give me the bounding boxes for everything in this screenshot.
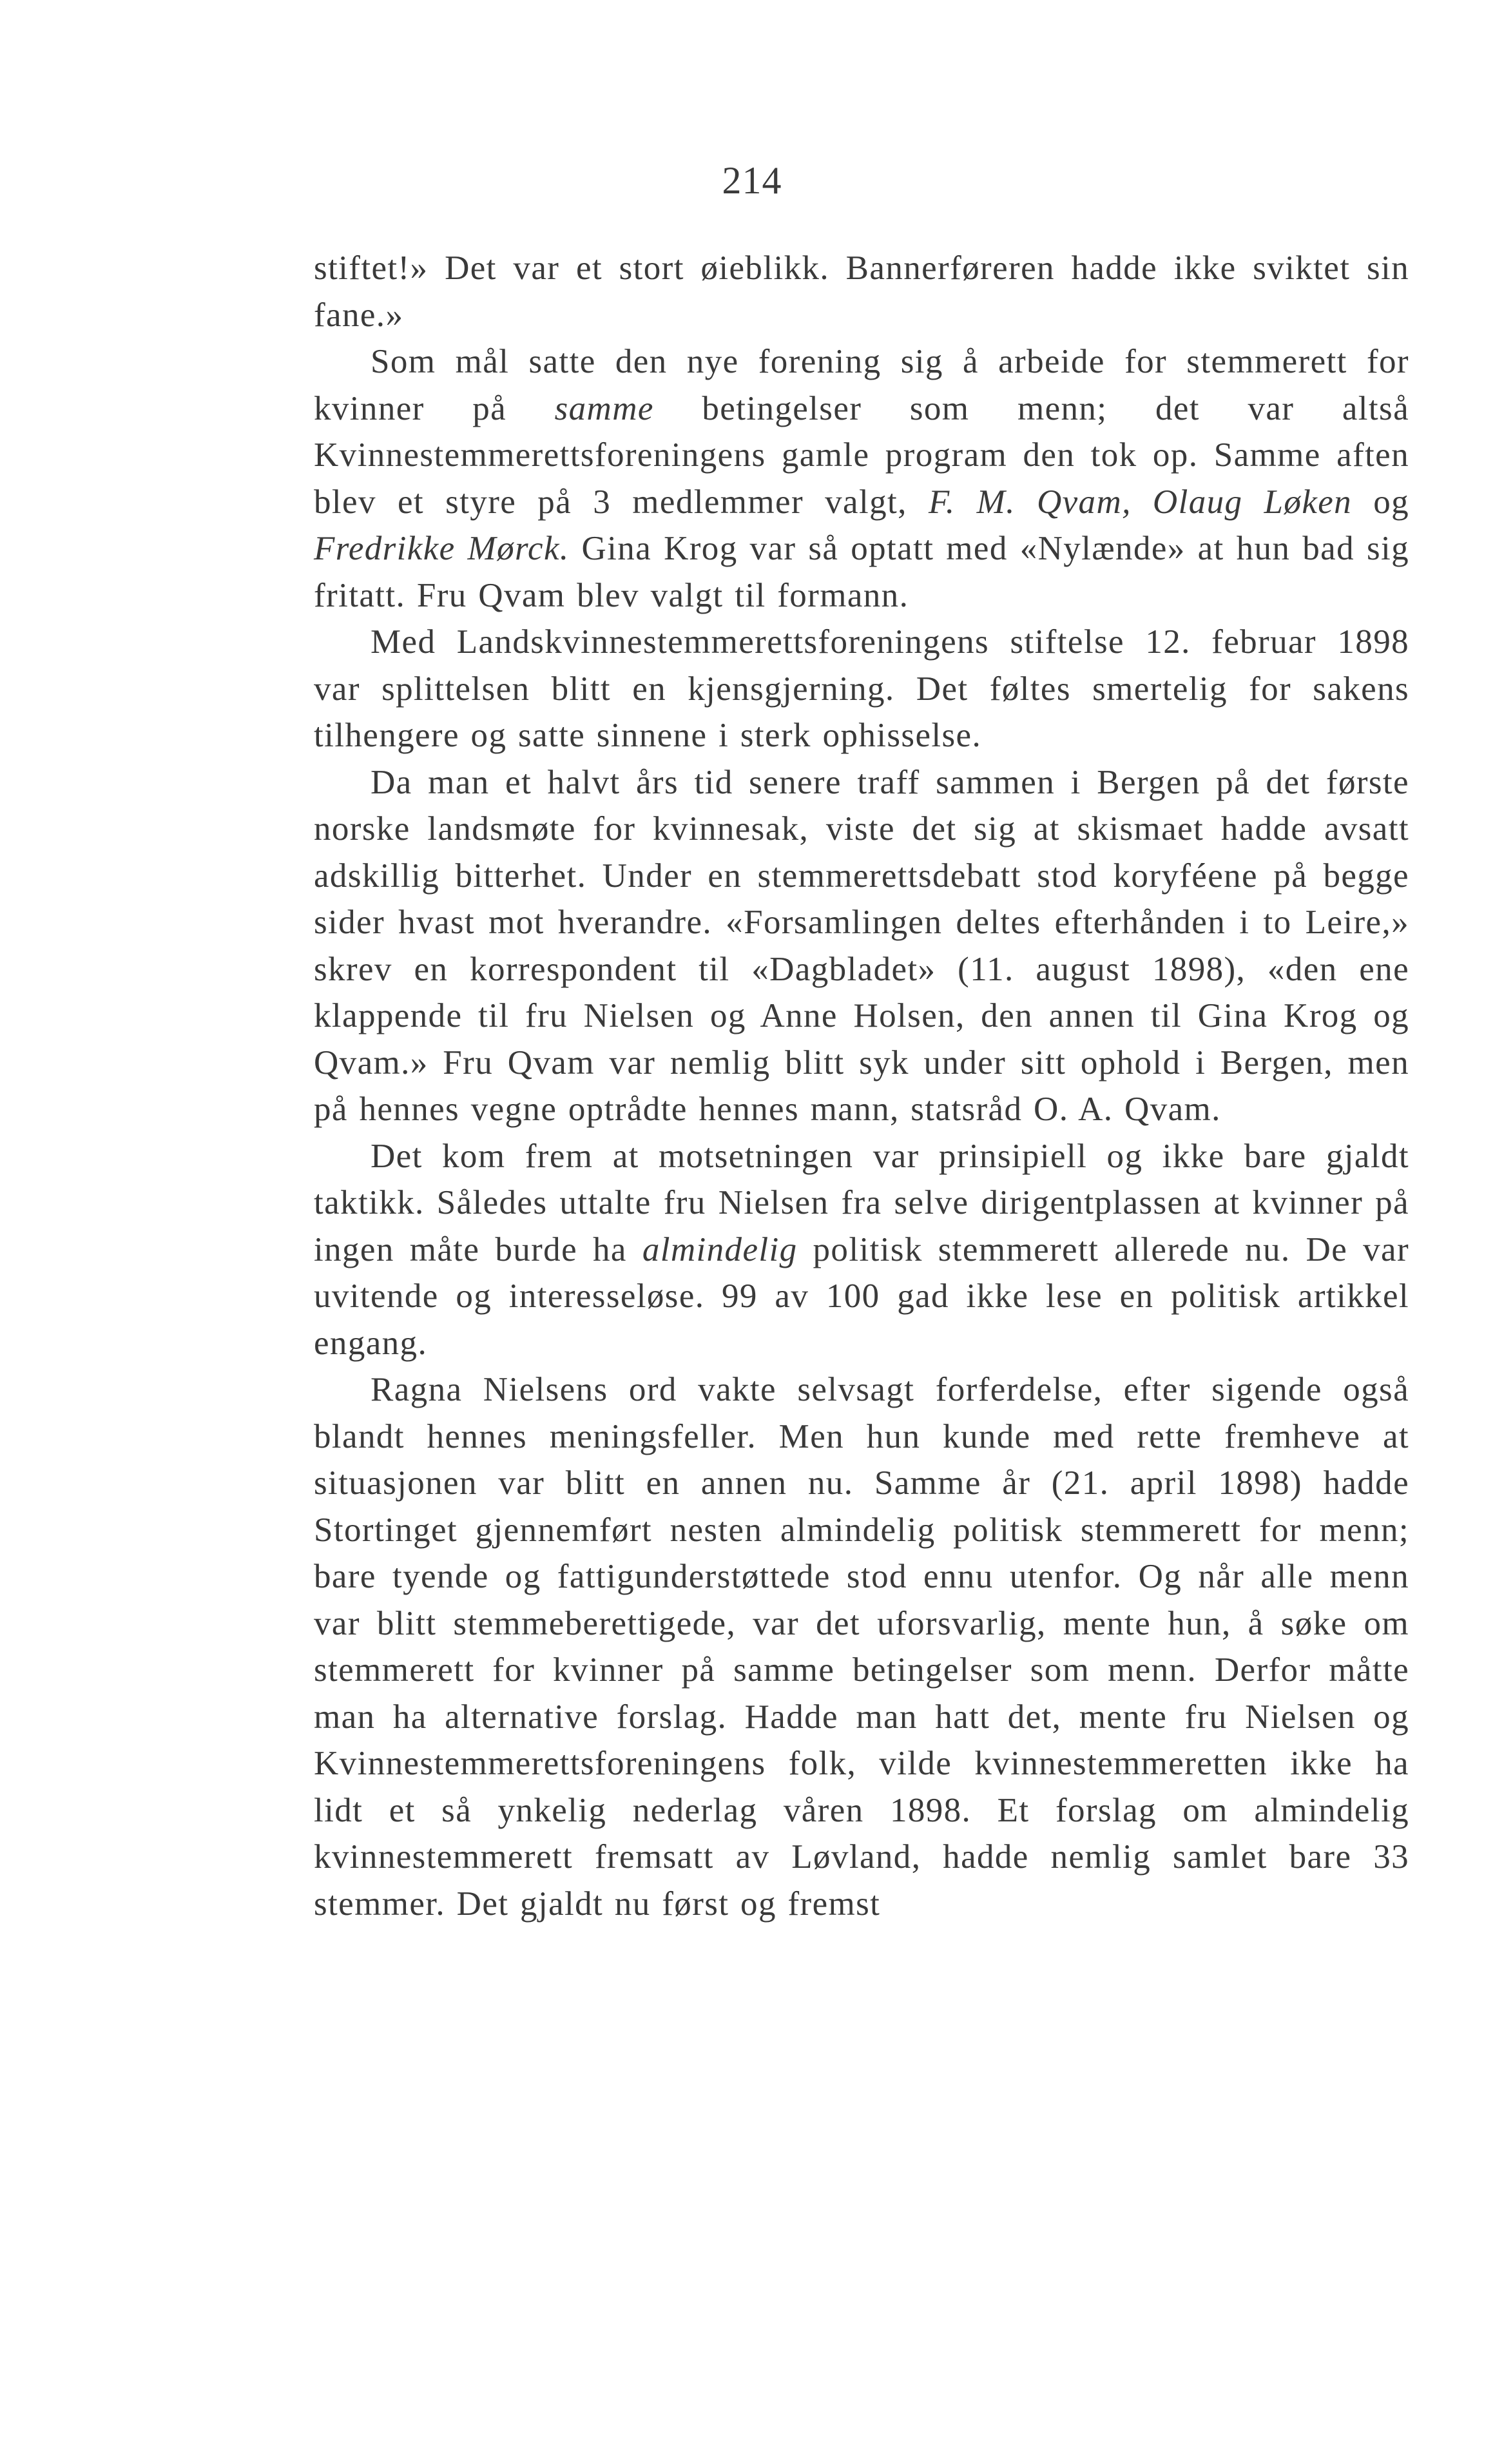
paragraph xyxy=(314,1366,1409,1927)
text-run: stiftet!» Det var et stort øieblikk. Bannerføreren hadde ikke sviktet sin fane.» xyxy=(314,249,1409,334)
page-number: 214 xyxy=(722,159,782,202)
text-run: betingelser som menn; det var altså Kvinnestemmerettsforeningens gamle program den tok op. Samme aften blev et styre på 3 medlemmer valgt, xyxy=(314,389,1409,521)
italic-text: almindelig xyxy=(642,1230,798,1268)
paragraph xyxy=(314,245,1409,338)
text-run: Ragna Nielsens ord vakte selvsagt forferdelse, efter sigende også blandt hennes meningsfeller. Men hun kunde med rette fremheve at situasjonen var blitt en annen nu. Samme år (21. april 1898) hadde Stortinget gjennemført nesten almindelig politisk stemmerett for menn; bare tyende og fattigunderstøttede stod ennu utenfor. Og når alle menn var blitt stemmeberettigede, var det uforsvarlig, mente hun, å søke om stemmerett for kvinner på samme betingelser som menn. Derfor måtte man ha alternative forslag. Hadde man hatt det, mente fru Nielsen og Kvinnestemmerettsforeningens folk, vilde kvinnestemmeretten ikke ha lidt et så ynkelig nederlag våren 1898. Et forslag om almindelig kvinnestemmerett fremsatt av Løvland, hadde nemlig samlet bare 33 stemmer. Det gjaldt nu først og fremst xyxy=(314,1371,1409,1923)
paragraph xyxy=(314,619,1409,759)
italic-text: Fredrikke Mørck. xyxy=(314,530,570,567)
text-run: Som mål satte den nye forening sig å arbeide for stemmerett for kvinner på xyxy=(314,343,1409,427)
italic-text: samme xyxy=(554,389,654,427)
text-run: Gina Krog var så optatt med «Nylænde» at hun bad sig fritatt. Fru Qvam blev valgt til formann. xyxy=(314,530,1409,614)
paragraph xyxy=(314,759,1409,1133)
text-run: Da man et halvt års tid senere traff sammen i Bergen på det første norske landsmøte for kvinnesak, viste det sig at skismaet hadde avsatt adskillig bitterhet. Under en stemmerettsdebatt stod koryféene på begge sider hvast mot hverandre. «Forsamlingen deltes efterhånden i to Leire,» skrev en korrespondent til «Dagbladet» (11. august 1898), «den ene klappende til fru Nielsen og Anne Holsen, den annen til Gina Krog og Qvam.» Fru Qvam var nemlig blitt syk under sitt ophold i Bergen, men på hennes vegne optrådte hennes mann, statsråd O. A. Qvam. xyxy=(314,763,1409,1128)
text-run: politisk stemmerett allerede nu. De var uvitende og interesseløse. 99 av 100 gad ikke lese en politisk artikkel engang. xyxy=(314,1230,1409,1362)
paragraph xyxy=(314,338,1409,619)
text-run: Det kom frem at motsetningen var prinsipiell og ikke bare gjaldt taktikk. Således uttalte fru Nielsen fra selve dirigentplassen at kvinner på ingen måte burde ha xyxy=(314,1137,1409,1268)
italic-text: F. M. Qvam, Olaug Løken xyxy=(928,483,1353,521)
paragraph xyxy=(314,1133,1409,1367)
text-run: Med Landskvinnestemmerettsforeningens stiftelse 12. februar 1898 var splittelsen blitt en kjensgjerning. Det føltes smertelig for sakens tilhengere og satte sinnene i sterk ophisselse. xyxy=(314,623,1409,754)
body-text xyxy=(314,245,1409,1927)
text-run: og xyxy=(1352,483,1409,521)
